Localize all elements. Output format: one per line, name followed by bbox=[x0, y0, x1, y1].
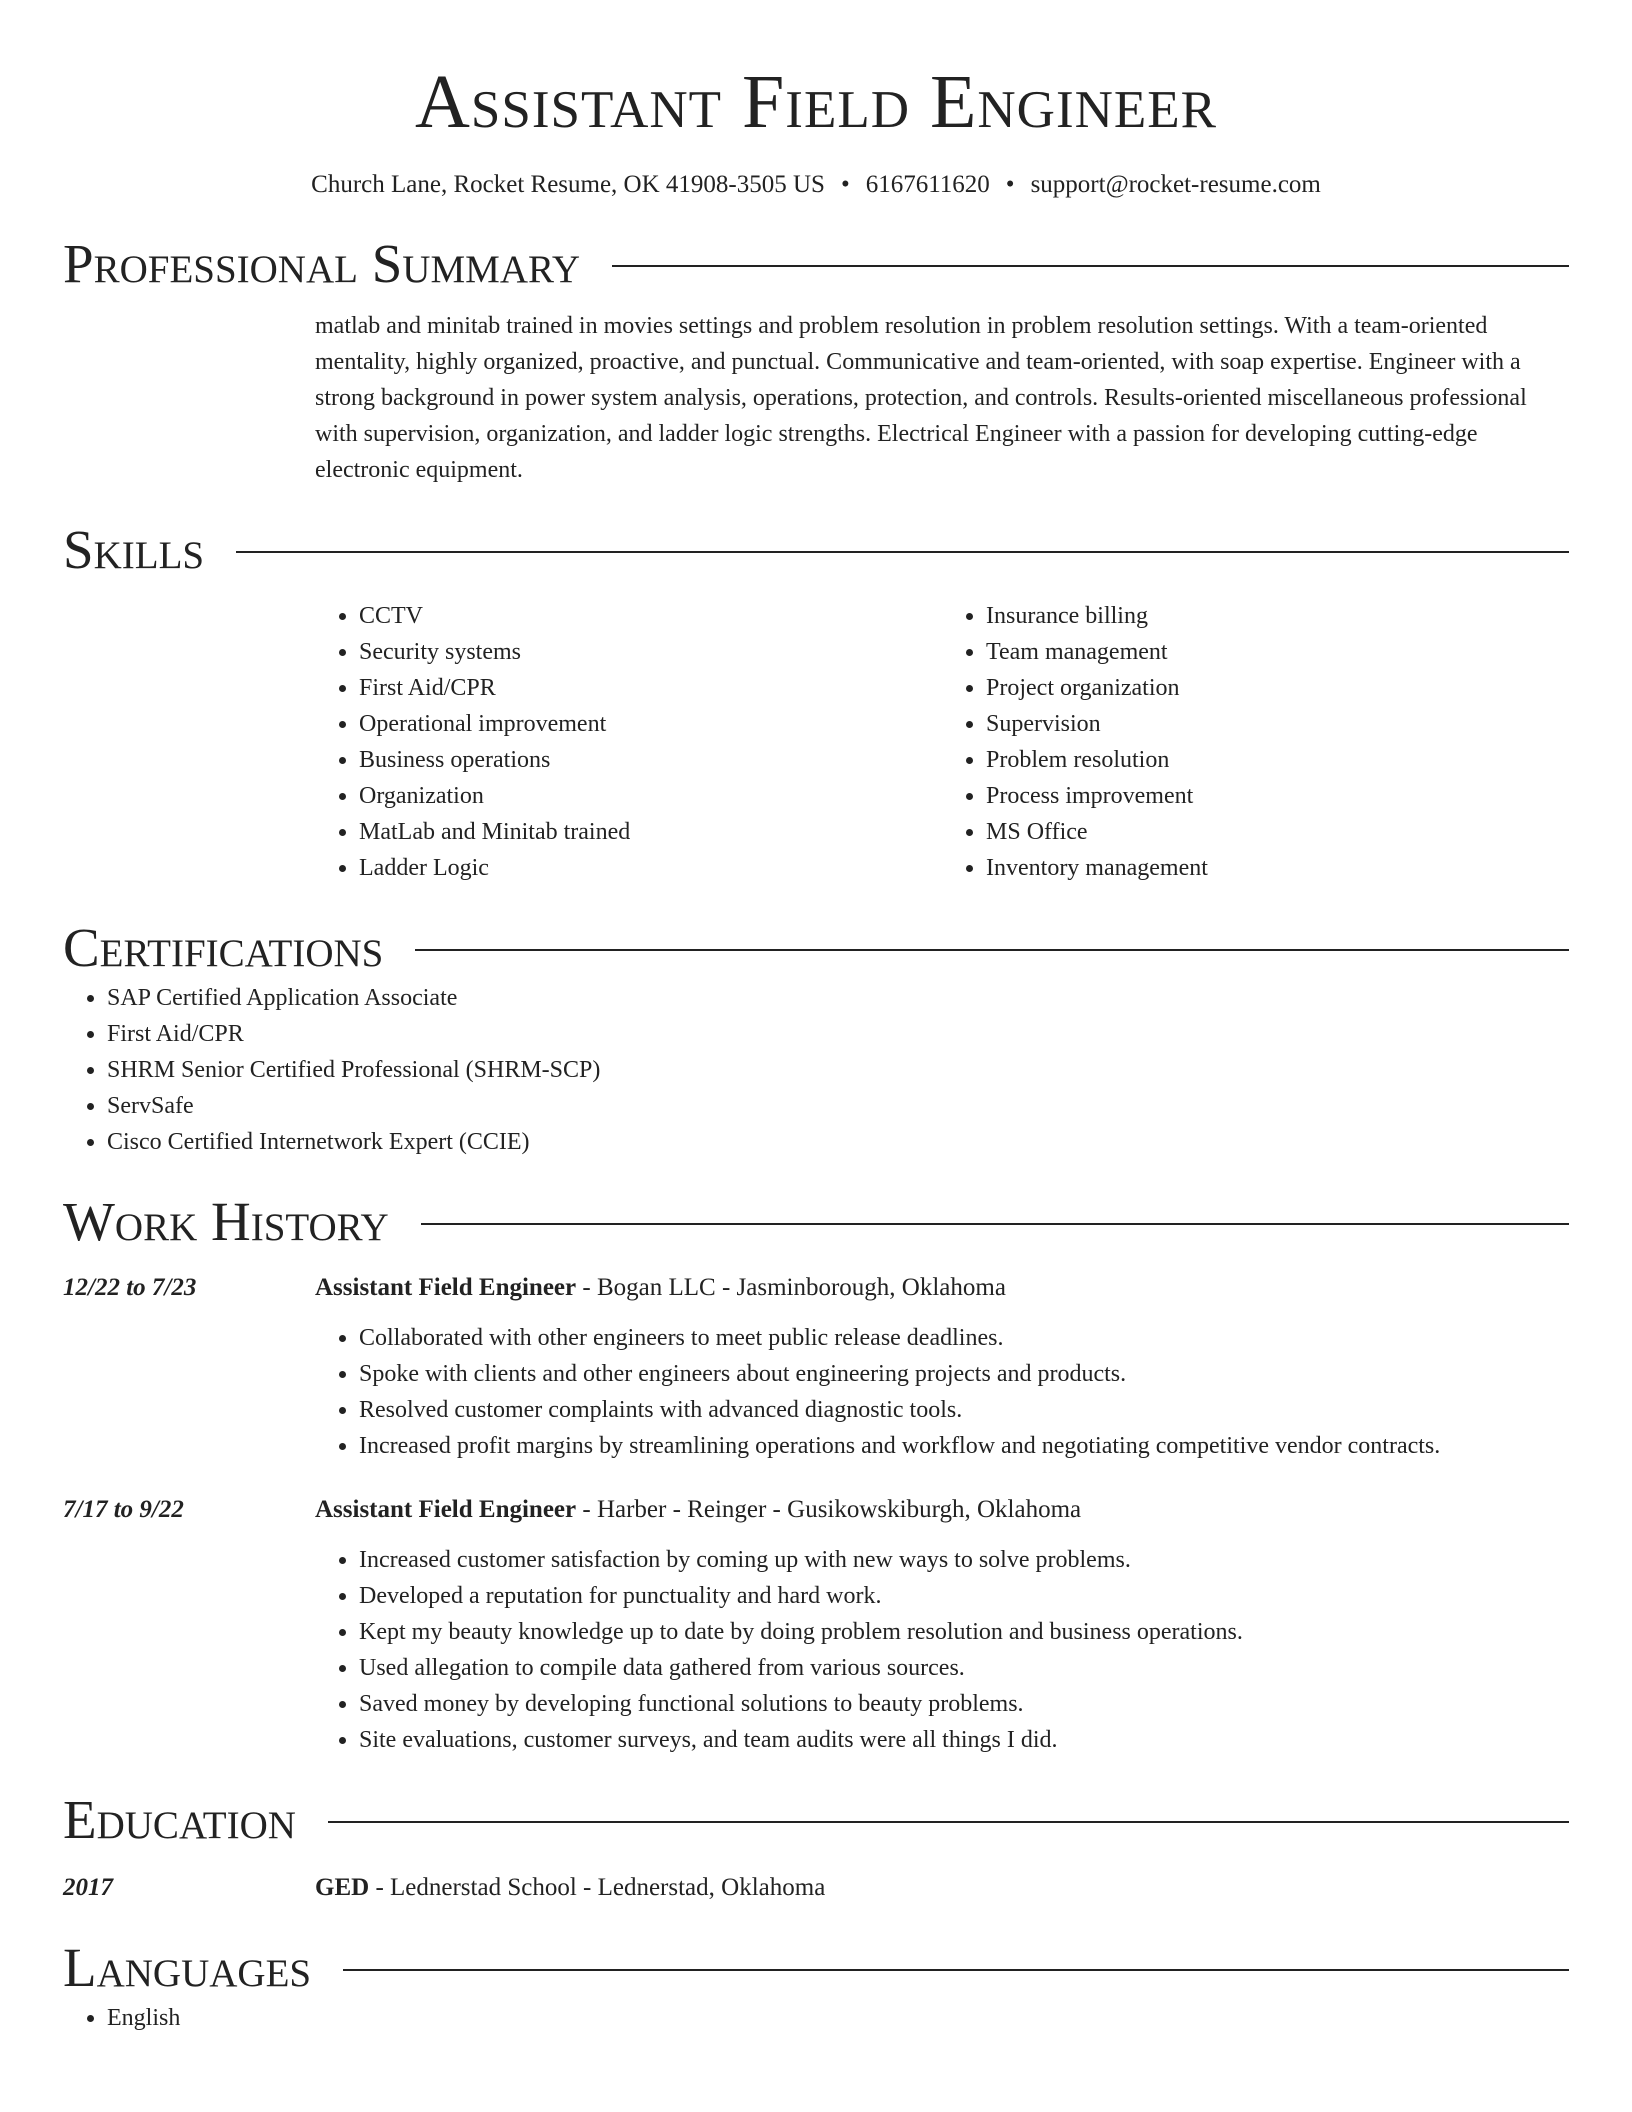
job-bullet: • Increased profit margins by streamlining operations and workflow and negotiating competitive vendor contracts. bbox=[359, 1428, 1569, 1464]
education-degree: GED bbox=[315, 1874, 370, 1901]
certification-item: • First Aid/CPR bbox=[107, 1016, 1569, 1052]
job-body bbox=[315, 1270, 1569, 1464]
skills-heading: Skills bbox=[63, 519, 205, 580]
job-dates: 7/17 to 9/22 bbox=[63, 1496, 184, 1523]
job-role-line bbox=[315, 1270, 1569, 1306]
job-bullet: • Used allegation to compile data gathered from various sources. bbox=[359, 1650, 1569, 1686]
skills-section-header bbox=[63, 518, 1569, 582]
skills-grid bbox=[315, 598, 1569, 886]
job-body bbox=[315, 1492, 1569, 1758]
job-bullet: • Kept my beauty knowledge up to date by doing problem resolution and business operations. bbox=[359, 1614, 1569, 1650]
languages-list bbox=[63, 2000, 1569, 2036]
education-entry bbox=[63, 1870, 1569, 1906]
job-bullet: • Saved money by developing functional solutions to beauty problems. bbox=[359, 1686, 1569, 1722]
certifications-section-header bbox=[63, 916, 1569, 980]
skills-list-right bbox=[942, 598, 1569, 886]
skill-item: • Process improvement bbox=[986, 778, 1569, 814]
skill-item: • Inventory management bbox=[986, 850, 1569, 886]
skill-item: • Organization bbox=[359, 778, 942, 814]
language-item: • English bbox=[107, 2000, 1569, 2036]
job-bullet: • Site evaluations, customer surveys, and team audits were all things I did. bbox=[359, 1722, 1569, 1758]
certification-item: • Cisco Certified Internetwork Expert (CCIE) bbox=[107, 1124, 1569, 1160]
skill-item: • MatLab and Minitab trained bbox=[359, 814, 942, 850]
page-title: Assistant Field Engineer bbox=[415, 60, 1217, 144]
job-role-line bbox=[315, 1492, 1569, 1528]
languages-section-header bbox=[63, 1936, 1569, 2000]
job-entry bbox=[63, 1492, 1569, 1758]
section-divider bbox=[421, 1223, 1569, 1225]
job-dates: 12/22 to 7/23 bbox=[63, 1274, 197, 1301]
job-details: - Bogan LLC - Jasminborough, Oklahoma bbox=[576, 1274, 1006, 1301]
job-bullet: • Collaborated with other engineers to meet public release deadlines. bbox=[359, 1320, 1569, 1356]
contact-separator: • bbox=[840, 171, 850, 198]
work-section-header bbox=[63, 1190, 1569, 1254]
skill-item: • Insurance billing bbox=[986, 598, 1569, 634]
certification-item: • SAP Certified Application Associate bbox=[107, 980, 1569, 1016]
job-bullets bbox=[315, 1542, 1569, 1758]
summary-text: matlab and minitab trained in movies settings and problem resolution in problem resolution settings. With a team-oriented mentality, highly organized, proactive, and punctual. Communicative and team-oriented, with soap expertise. Engineer with a strong background in power system analysis, operations, protection, and controls. Results-oriented miscellaneous professional with supervision, organization, and ladder logic strengths. Electrical Engineer with a passion for developing cutting-edge electronic equipment. bbox=[315, 313, 1527, 483]
skill-item: • Problem resolution bbox=[986, 742, 1569, 778]
certifications-heading: Certifications bbox=[63, 917, 384, 978]
section-divider bbox=[612, 265, 1569, 267]
education-heading: Education bbox=[63, 1789, 296, 1850]
work-heading: Work History bbox=[63, 1191, 389, 1252]
summary-heading: Professional Summary bbox=[63, 233, 581, 294]
summary-section-header bbox=[63, 232, 1569, 296]
contact-separator: • bbox=[1005, 171, 1015, 198]
job-bullet: • Spoke with clients and other engineers about engineering projects and products. bbox=[359, 1356, 1569, 1392]
job-bullet: • Developed a reputation for punctuality and hard work. bbox=[359, 1578, 1569, 1614]
certifications-list bbox=[63, 980, 1569, 1160]
contact-line bbox=[63, 168, 1569, 202]
skill-item: • Business operations bbox=[359, 742, 942, 778]
skill-item: • Team management bbox=[986, 634, 1569, 670]
skill-item: • First Aid/CPR bbox=[359, 670, 942, 706]
education-body bbox=[315, 1870, 825, 1906]
contact-address: Church Lane, Rocket Resume, OK 41908-3505 US bbox=[311, 171, 825, 198]
skills-list-left bbox=[315, 598, 942, 886]
contact-phone: 6167611620 bbox=[865, 171, 990, 198]
section-divider bbox=[328, 1821, 1569, 1823]
job-entry bbox=[63, 1270, 1569, 1464]
job-title: Assistant Field Engineer bbox=[315, 1496, 577, 1523]
education-section-header bbox=[63, 1788, 1569, 1852]
skill-item: • Project organization bbox=[986, 670, 1569, 706]
job-bullet: • Increased customer satisfaction by coming up with new ways to solve problems. bbox=[359, 1542, 1569, 1578]
skill-item: • Operational improvement bbox=[359, 706, 942, 742]
skill-item: • MS Office bbox=[986, 814, 1569, 850]
section-divider bbox=[236, 551, 1569, 553]
education-details: - Lednerstad School - Lednerstad, Oklahoma bbox=[369, 1874, 826, 1901]
job-bullet: • Resolved customer complaints with advanced diagnostic tools. bbox=[359, 1392, 1569, 1428]
education-year: 2017 bbox=[63, 1874, 113, 1901]
job-title: Assistant Field Engineer bbox=[315, 1274, 577, 1301]
section-divider bbox=[343, 1969, 1569, 1971]
skill-item: • Supervision bbox=[986, 706, 1569, 742]
certification-item: • SHRM Senior Certified Professional (SHRM-SCP) bbox=[107, 1052, 1569, 1088]
languages-heading: Languages bbox=[63, 1937, 312, 1998]
skill-item: • Ladder Logic bbox=[359, 850, 942, 886]
job-details: - Harber - Reinger - Gusikowskiburgh, Oklahoma bbox=[576, 1496, 1082, 1523]
skill-item: • CCTV bbox=[359, 598, 942, 634]
certification-item: • ServSafe bbox=[107, 1088, 1569, 1124]
section-divider bbox=[415, 949, 1569, 951]
contact-email: support@rocket-resume.com bbox=[1030, 171, 1321, 198]
job-bullets bbox=[315, 1320, 1569, 1464]
skill-item: • Security systems bbox=[359, 634, 942, 670]
